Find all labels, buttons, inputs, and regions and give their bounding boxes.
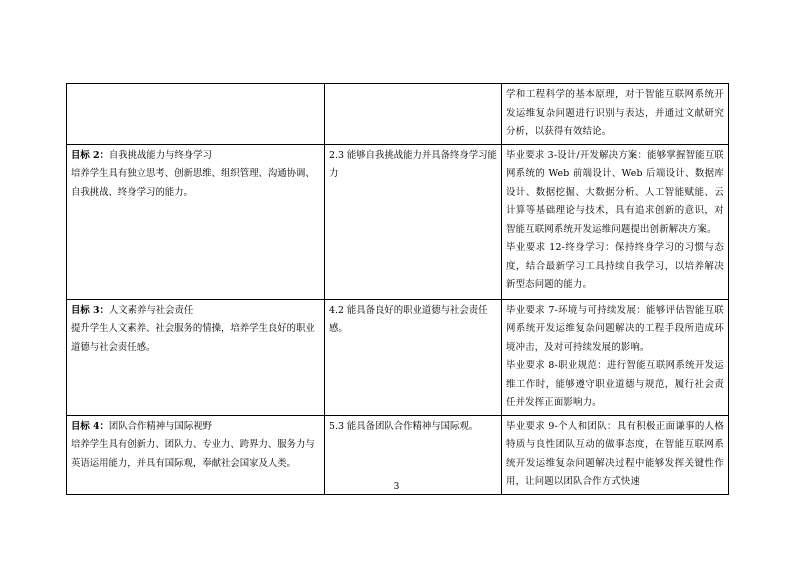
goal-name: 人文素养与社会责任 [108, 304, 194, 316]
indicator-cell [325, 84, 502, 145]
table-row [67, 299, 729, 415]
goal-cell [67, 84, 325, 145]
indicator-text: 2.3 能够自我挑战能力并具备终身学习能力 [329, 149, 497, 179]
requirement-text: 毕业要求 7-环境与可持续发展：能够评估智能互联网系统开发运维复杂问题解决的工程手段所造成环境冲击，及对可持续发展的影响。 [506, 304, 724, 353]
goal-label: 目标 4： [71, 420, 109, 432]
table-row [67, 144, 729, 299]
goal-label: 目标 3： [71, 304, 109, 316]
goal-description: 培养学生具有独立思考、创新思维、组织管理、沟通协调、自我挑战、终身学习的能力。 [71, 168, 315, 198]
requirement-text: 毕业要求 8-职业规范：进行智能互联网系统开发运维工作时，能够遵守职业道德与规范，履行社会责任并发挥正面影响力。 [506, 360, 724, 408]
goal-cell [67, 144, 325, 299]
page-number: 3 [393, 482, 400, 492]
requirement-text: 毕业要求 3-设计/开发解决方案：能够掌握智能互联网系统的 Web 前端设计、Web 后端设计、数据库设计、数据挖掘、大数据分析、人工智能赋能、云计算等基础理论与技术，具有追求创新的意识，对智能互联网系统开发运维问题提出创新解决方案。 [506, 149, 724, 235]
indicator-cell [325, 299, 502, 415]
requirements-cell [502, 299, 729, 415]
requirements-cell [502, 84, 729, 145]
goal-name: 团队合作精神与国际视野 [108, 420, 213, 432]
requirement-text: 毕业要求 9-个人和团队：具有积极正面谦事的人格特质与良性团队互动的做事态度，在智能互联网系统开发运维复杂问题解决过程中能够发挥关键性作用，让问题以团队合作方式快速 [506, 420, 724, 487]
indicator-text: 4.2 能具备良好的职业道德与社会责任感。 [329, 304, 488, 334]
goal-description: 培养学生具有创新力、团队力、专业力、跨界力、服务力与英语运用能力，并具有国际观，奉献社会国家及人类。 [71, 439, 315, 469]
goal-name: 自我挑战能力与终身学习 [108, 149, 213, 161]
table-row [67, 84, 729, 145]
indicator-cell [325, 144, 502, 299]
objectives-table [66, 83, 729, 495]
requirements-cell [502, 144, 729, 299]
requirement-text: 学和工程科学的基本原理，对于智能互联网系统开发运维复杂问题进行识别与表达，并通过文献研究分析，以获得有效结论。 [506, 89, 724, 137]
goal-cell [67, 299, 325, 415]
goal-label: 目标 2： [71, 149, 109, 161]
indicator-text: 5.3 能具备团队合作精神与国际观。 [329, 420, 479, 432]
requirement-text: 毕业要求 12-终身学习：保持终身学习的习惯与态度，结合最新学习工具持续自我学习，以培养解决新型态问题的能力。 [506, 242, 724, 290]
goal-description: 提升学生人文素养、社会服务的情操，培养学生良好的职业道德与社会责任感。 [71, 323, 315, 353]
